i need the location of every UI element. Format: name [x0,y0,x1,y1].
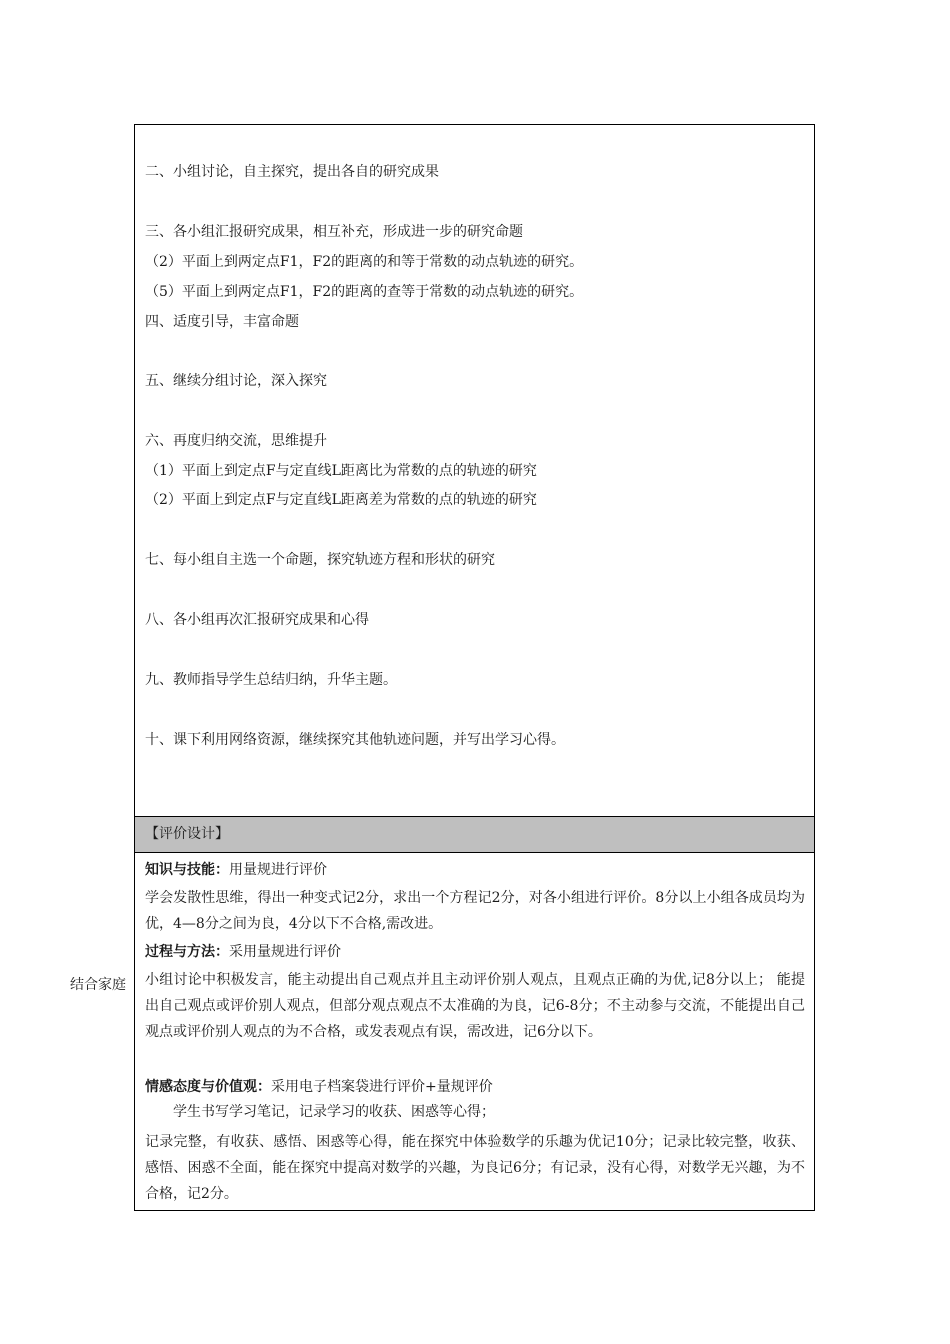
process-line: 四、适度引导，丰富命题 [145,314,299,330]
emotion-method: 采用电子档案袋进行评价+量规评价 [271,1079,493,1095]
emotion-label: 情感态度与价值观： [145,1079,271,1095]
knowledge-heading [145,857,805,883]
knowledge-text: 学会发散性思维，得出一种变式记2分，求出一个方程记2分，对各小组进行评价。8分以上小组各成员均为优，4—8分之间为良，4分以下不合格,需改进。 [145,890,805,932]
evaluation-header: 【评价设计】 [145,826,229,842]
evaluation-header-row [135,817,814,853]
process-line: （5）平面上到两定点F1，F2的距离的查等于常数的动点轨迹的研究。 [145,284,584,300]
process-text: 小组讨论中积极发言，能主动提出自己观点并且主动评价别人观点，且观点正确的为优,记8分以上； 能提出自己观点或评价别人观点，但部分观点观点不太准确的为良，记6-8分；不主动参与交流，不能提出自己观点或评价别人观点的为不合格，或发表观点有误，需改进，记6分以下。 [145,972,805,1040]
process-line: 九、教师指导学生总结归纳，升华主题。 [145,672,397,688]
process-line: 五、继续分组讨论，深入探究 [145,373,327,389]
emotion-text: 记录完整，有收获、感悟、困惑等心得，能在探究中体验数学的乐趣为优记10分；记录比较完整，收获、感悟、困惑不全面，能在探究中提高对数学的兴趣，为良记6分；有记录，没有心得，对数学无兴趣，为不合格，记2分。 [145,1134,805,1202]
emotion-heading [145,1074,805,1100]
process-line: （2）平面上到两定点F1，F2的距离的和等于常数的动点轨迹的研究。 [145,254,584,270]
evaluation-cell [135,853,814,1210]
teaching-process-cell [135,125,814,817]
process-line: 六、再度归纳交流，思维提升 [145,433,327,449]
lesson-plan-table [134,124,815,1211]
process-line: 二、小组讨论，自主探究，提出各自的研究成果 [145,164,439,180]
process-line: 十、课下利用网络资源，继续探究其他轨迹问题，并写出学习心得。 [145,732,565,748]
overflow-side-note: 结合家庭 [70,977,126,993]
emotion-intro: 学生书写学习笔记，记录学习的收获、困惑等心得； [173,1104,495,1120]
knowledge-label: 知识与技能： [145,862,229,878]
process-line: 八、各小组再次汇报研究成果和心得 [145,612,369,628]
process-line: 三、各小组汇报研究成果，相互补充，形成进一步的研究命题 [145,224,523,240]
process-label: 过程与方法： [145,944,229,960]
process-method: 采用量规进行评价 [229,944,341,960]
process-line: （1）平面上到定点F与定直线L距离比为常数的点的轨迹的研究 [145,463,537,479]
process-line: （2）平面上到定点F与定直线L距离差为常数的点的轨迹的研究 [145,492,537,508]
process-line: 七、每小组自主选一个命题，探究轨迹方程和形状的研究 [145,552,495,568]
process-heading [145,939,805,965]
knowledge-method: 用量规进行评价 [229,862,327,878]
